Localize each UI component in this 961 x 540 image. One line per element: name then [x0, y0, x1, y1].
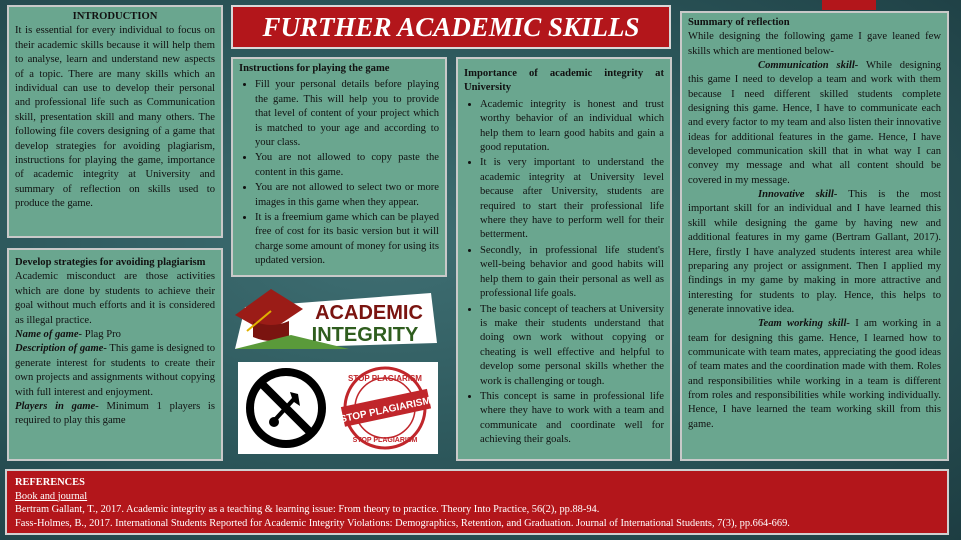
reference-item: Bertram Gallant, T., 2017. Academic integrity as a teaching & learning issue: From theory to practice. Theory Into Practice, 56(2), pp.88-94. — [15, 504, 600, 516]
team-working-skill-paragraph — [688, 317, 941, 432]
summary-panel — [680, 11, 949, 461]
game-players-label: Players in game- — [15, 401, 99, 413]
summary-intro: While designing the following game I gave leaned few skills which are mentioned below- — [688, 31, 941, 57]
reference-item: Fass-Holmes, B., 2017. International Students Reported for Academic Integrity Violations: Demographics, Retention, and Graduation. Journal of International Students, 7(3), pp.664-669. — [15, 517, 790, 529]
stamp-bottom-text: STOP PLAGIARISM — [352, 437, 418, 444]
communication-skill-label: Communication skill- — [758, 60, 859, 72]
summary-heading: Summary of reflection — [688, 17, 790, 28]
game-name-line — [15, 328, 215, 342]
team-working-skill-label: Team working skill- — [758, 318, 850, 330]
logo-text-academic: ACADEMIC — [315, 302, 423, 324]
instructions-list — [239, 78, 439, 268]
references-subheading: Book and journal — [15, 490, 88, 502]
game-players-line — [15, 400, 215, 429]
innovative-skill-paragraph — [688, 188, 941, 317]
logo-text-integrity: INTEGRITY — [311, 324, 419, 346]
communication-skill-paragraph — [688, 59, 941, 188]
communication-skill-text: While designing this game I need to develop a team and work with them because I need different skilled students complete designing this game. Hence, I have to communicate each and every factor to my team and also listen their innovative ideas for additional features in the game. Hence, I have developed communication skill that in what way I can convey my message and what all content should be covered in my message. — [688, 60, 942, 186]
references-heading: REFERENCES — [15, 477, 85, 488]
innovative-skill-text: This is the most important skill for an individual and I have learned this skill while designing the game by having new and additional features in my game (Bertram Gallant, 2017). Here, firstly I have analyzed students interest area while preparing any project or assignment. Then I applied my findings in my game by making in more attractive and interesting for students to play. Hence, this helps to generate innovative idea. — [688, 189, 941, 315]
academic-integrity-logo — [231, 283, 441, 355]
game-description-value: This game is designed to generate interest for students to create their own projects and assignments without copying with full interest and enjoyment. — [15, 343, 215, 398]
game-players-value: Minimum 1 players is required to play this game — [15, 401, 215, 427]
introduction-panel — [7, 5, 223, 238]
game-description-line — [15, 342, 215, 400]
poster-title — [231, 5, 671, 49]
instructions-heading: Instructions for playing the game — [239, 63, 390, 74]
game-name-label: Name of game- — [15, 329, 83, 341]
introduction-text: It is essential for every individual to focus on their academic skills because it will help them to analyse, learn and understand new aspects of a topic. There are many skills which an individual can use to develop their personal and professional life such as Communication skill, presentation skill and many others. The following file covers designing of a game that develop strategies for avoiding plagiarism, instructions for playing the game, importance of academic integrity at University and summary of reflection on skills used to produce the game. — [15, 25, 215, 210]
introduction-heading: INTRODUCTION — [72, 11, 158, 22]
list-item: • Secondly, in professional life student's well-being behavior and good habits will help them to gain their personal as well as professional life goals. — [480, 244, 664, 302]
no-tools-icon — [238, 362, 438, 454]
list-item: • You are not allowed to select two or more images in this game when they appear. — [255, 181, 439, 210]
game-name-value: Plag Pro — [82, 329, 121, 341]
importance-panel — [456, 57, 672, 461]
develop-text: Academic misconduct are those activities which are done by students to achieve their goal without much efforts and it is considered as illegal practice. — [15, 271, 215, 326]
top-accent-strip — [822, 0, 876, 10]
list-item: • Fill your personal details before playing the game. This will help you to provide that level of content of your project which is matched to your age and according to your class. — [255, 78, 439, 150]
instructions-panel — [231, 57, 447, 277]
stamp-top-text: STOP PLAGIARISM — [348, 374, 422, 383]
list-item: • You are not allowed to copy paste the content in this game. — [255, 151, 439, 180]
develop-heading: Develop strategies for avoiding plagiarism — [15, 257, 206, 268]
references-panel — [5, 469, 949, 535]
list-item: • The basic concept of teachers at University is make their students understand that doing own work without copying or cheating is well effective and helpful to develop some personal skills whether the work is challenging or tough. — [480, 303, 664, 389]
game-description-label: Description of game- — [15, 343, 107, 355]
list-item: • This concept is same in professional life where they have to work with a team and communicate and coordinate well for achieving their goals. — [480, 390, 664, 448]
innovative-skill-label: Innovative skill- — [758, 189, 838, 201]
stop-plagiarism-stamp-icon — [339, 368, 432, 448]
importance-list — [464, 98, 664, 448]
list-item: • It is a freemium game which can be played free of cost for its basic version but it will charge some amount of money for using its updated version. — [255, 211, 439, 269]
list-item: • Academic integrity is honest and trust worthy behavior of an individual which help them to learn good habits and gain a good reputation. — [480, 98, 664, 156]
develop-strategies-panel — [7, 248, 223, 461]
team-working-skill-text: I am working in a team for designing this game. Hence, I learned how to communicate with team mates, appreciating the good ideas of team mates and the coordination made with them. Roles and responsibilities while working in a team is different from roles and responsibilities while working individually. Hence, I have learned the team working skill from this game. — [688, 318, 941, 430]
stamp-center-text: STOP PLAGIARISM — [339, 395, 432, 426]
list-item: • It is very important to understand the academic integrity at University level because after University, students are required to start their professional life where they have to perform well for their betterment. — [480, 156, 664, 242]
plagiarism-images — [238, 362, 438, 454]
poster-title-text: FURTHER ACADEMIC SKILLS — [262, 11, 640, 42]
importance-heading: Importance of academic integrity at University — [464, 68, 664, 94]
